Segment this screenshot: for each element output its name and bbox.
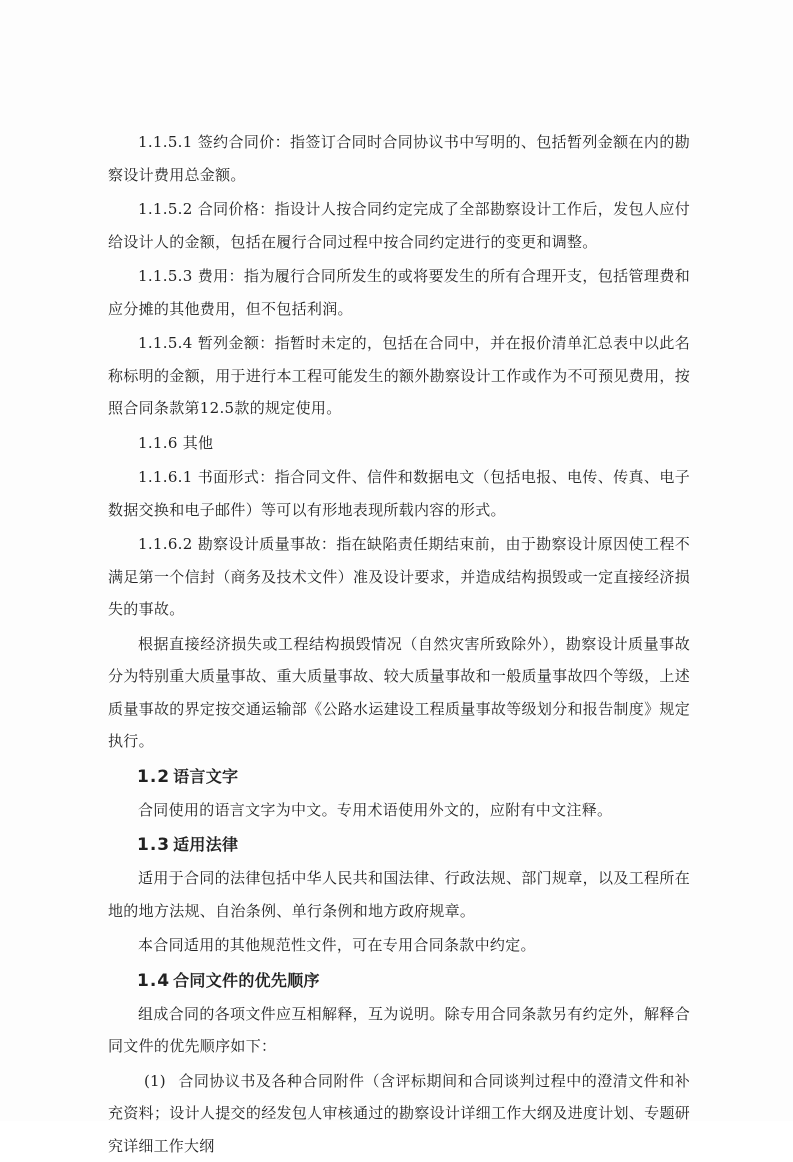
- clause-1-1-6-2: 1.1.6.2 勘察设计质量事故：指在缺陷责任期结束前，由于勘察设计原因使工程不满足第一个信封（商务及技术文件）准及设计要求，并造成结构损毁或一定直接经济损失的事故。: [108, 528, 690, 626]
- section-1-4-body: 组成合同的各项文件应互相解释，互为说明。除专用合同条款另有约定外，解释合同文件的优先顺序如下：: [108, 998, 690, 1063]
- section-title: 合同文件的优先顺序: [173, 971, 320, 990]
- section-number: 1.4: [137, 971, 170, 991]
- section-1-4-heading: [108, 964, 690, 998]
- clause-1-1-6-1: 1.1.6.1 书面形式：指合同文件、信件和数据电文（包括电报、电传、传真、电子数据交换和电子邮件）等可以有形地表现所载内容的形式。: [108, 461, 690, 526]
- section-1-3-body: 适用于合同的法律包括中华人民共和国法律、行政法规、部门规章，以及工程所在地的地方法规、自治条例、单行条例和地方政府规章。: [108, 862, 690, 927]
- section-1-2-body: 合同使用的语言文字为中文。专用术语使用外文的，应附有中文注释。: [108, 794, 690, 827]
- section-1-3-heading: [108, 828, 690, 862]
- clause-1-1-5-4: 1.1.5.4 暂列金额：指暂时未定的，包括在合同中，并在报价清单汇总表中以此名称标明的金额，用于进行本工程可能发生的额外勘察设计工作或作为不可预见费用，按照合同条款第12.5款的规定使用。: [108, 327, 690, 425]
- clause-1-1-5-2: 1.1.5.2 合同价格：指设计人按合同约定完成了全部勘察设计工作后，发包人应付给设计人的金额，包括在履行合同过程中按合同约定进行的变更和调整。: [108, 193, 690, 258]
- clause-1-1-5-3: 1.1.5.3 费用：指为履行合同所发生的或将要发生的所有合理开支，包括管理费和应分摊的其他费用，但不包括利润。: [108, 260, 690, 325]
- clause-1-1-6-2-classification: 根据直接经济损失或工程结构损毁情况（自然灾害所致除外），勘察设计质量事故分为特别重大质量事故、重大质量事故、较大质量事故和一般质量事故四个等级，上述质量事故的界定按交通运输部《公路水运建设工程质量事故等级划分和报告制度》规定执行。: [108, 628, 690, 758]
- list-item-marker: (1): [144, 1065, 178, 1098]
- clause-1-1-6-heading: 1.1.6 其他: [108, 427, 690, 460]
- list-item: [108, 1065, 690, 1162]
- section-1-3-body-2: 本合同适用的其他规范性文件，可在专用合同条款中约定。: [108, 929, 690, 962]
- page-content: [108, 126, 690, 1162]
- list-item-text: 合同协议书及各种合同附件（含评标期间和合同谈判过程中的澄清文件和补充资料；设计人提交的经发包人审核通过的勘察设计详细工作大纲及进度计划、专题研究详细工作大纲: [108, 1072, 690, 1155]
- section-1-2-heading: [108, 760, 690, 794]
- section-title: 适用法律: [173, 835, 238, 854]
- section-title: 语言文字: [173, 767, 238, 786]
- section-number: 1.3: [137, 835, 170, 855]
- section-number: 1.2: [137, 767, 170, 787]
- clause-1-1-5-1: 1.1.5.1 签约合同价：指签订合同时合同协议书中写明的、包括暂列金额在内的勘察设计费用总金额。: [108, 126, 690, 191]
